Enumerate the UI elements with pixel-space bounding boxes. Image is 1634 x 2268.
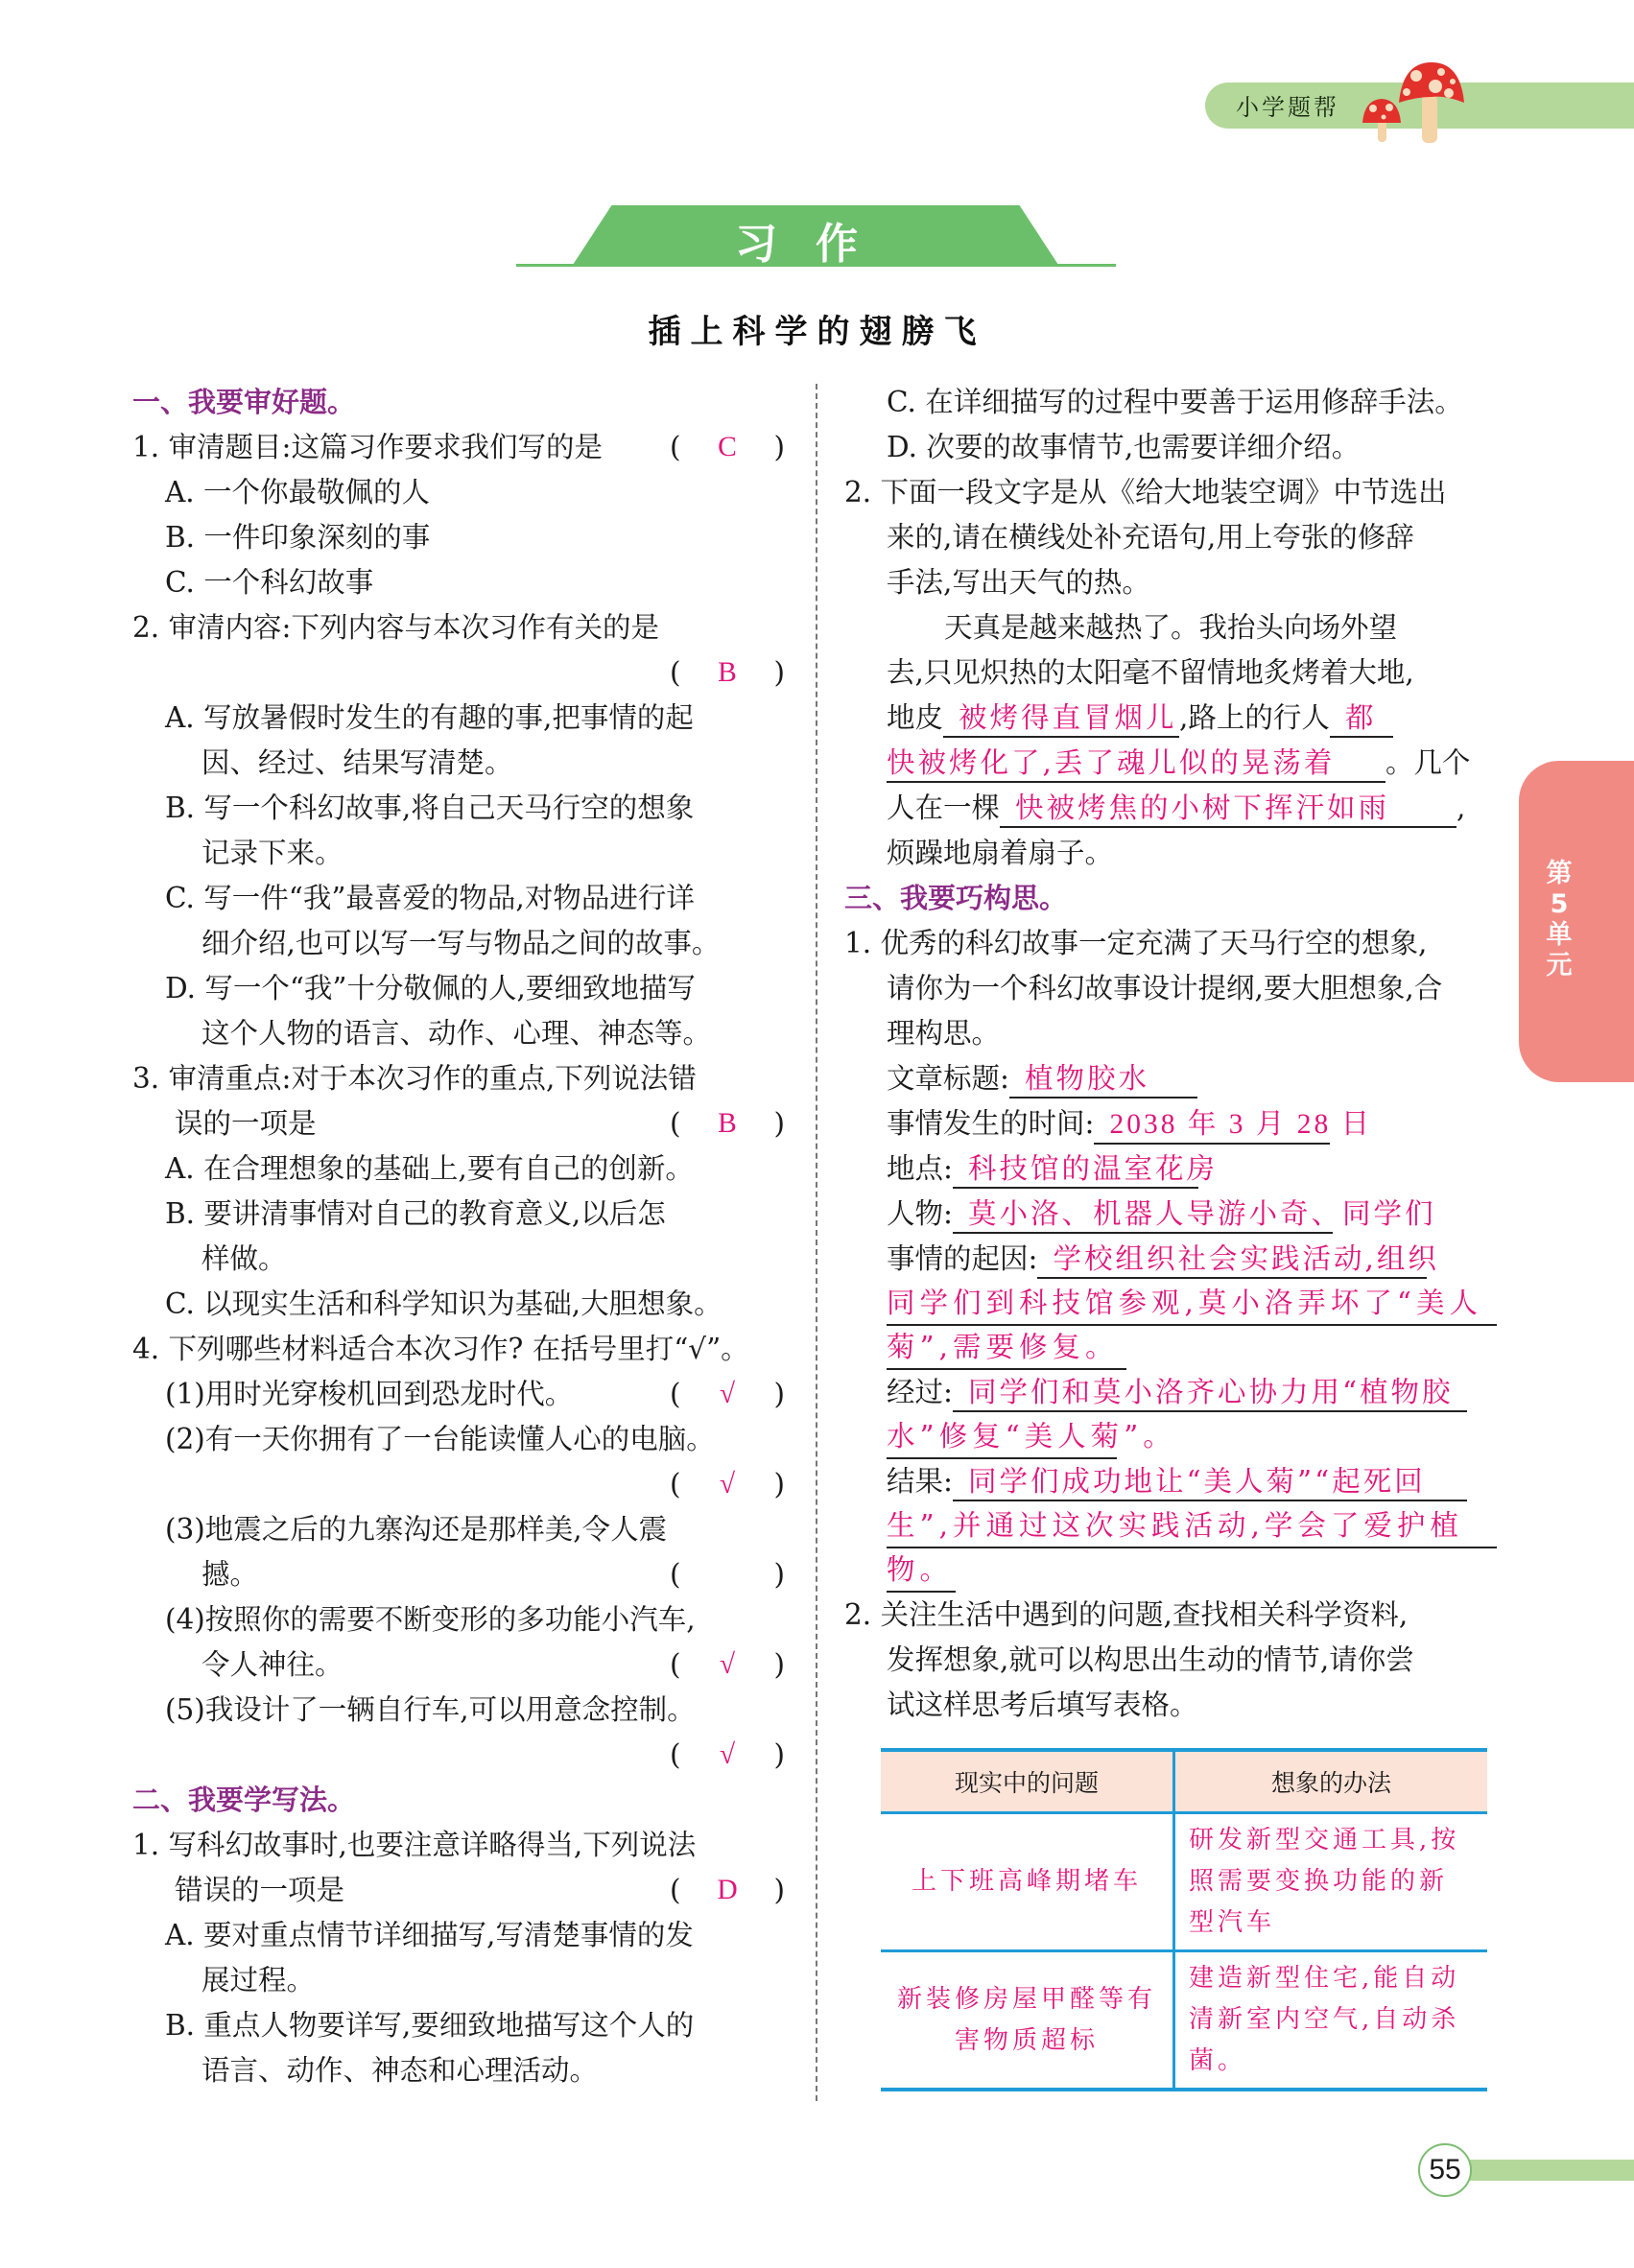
option: B. 重点人物要详写,要细致地描写这个人的 bbox=[165, 2009, 695, 2042]
check-item-cont: 撼。 ( ) bbox=[132, 1552, 785, 1597]
section-heading-1: 一、我要审好题。 bbox=[132, 386, 356, 418]
field-place: 地点: 科技馆的温室花房 bbox=[844, 1146, 1497, 1192]
check-item: (1)用时光穿梭机回到恐龙时代。 ( √ ) bbox=[132, 1372, 785, 1417]
option-cont: 记录下来。 bbox=[201, 837, 343, 869]
question-2-2: 2. 下面一段文字是从《给大地装空调》中节选出 bbox=[844, 476, 1447, 508]
check-mark: √ bbox=[719, 1379, 736, 1409]
answer-bracket: ( B ) bbox=[132, 650, 785, 696]
field-process: 经过: 同学们和莫小洛齐心协力用“植物胶 bbox=[844, 1370, 1497, 1415]
check-item-cont: 令人神往。 ( √ ) bbox=[132, 1642, 785, 1688]
passage-line: 地皮 被烤得直冒烟儿,路上的行人 都 bbox=[844, 696, 1497, 741]
option: B. 一件印象深刻的事 bbox=[165, 521, 431, 554]
table-cell[interactable]: 新装修房屋甲醛等有害物质超标 bbox=[881, 1951, 1174, 2091]
field-process-cont bbox=[844, 1415, 1497, 1459]
place-input[interactable]: 科技馆的温室花房 bbox=[953, 1150, 1198, 1189]
fill-blank-2[interactable]: 都 bbox=[1330, 699, 1393, 738]
option-cont: 语言、动作、神态和心理活动。 bbox=[201, 2054, 599, 2087]
option: C. 一个科幻故事 bbox=[165, 566, 374, 599]
option-cont: 这个人物的语言、动作、心理、神态等。 bbox=[201, 1017, 712, 1050]
passage-line: 烦躁地扇着扇子。 bbox=[887, 837, 1114, 869]
answer-bracket: ( D ) bbox=[670, 1868, 785, 1913]
answer-bracket: ( B ) bbox=[670, 1101, 785, 1146]
field-result-cont bbox=[844, 1548, 1497, 1593]
section-heading-2: 二、我要学写法。 bbox=[132, 1784, 356, 1816]
field-result-cont bbox=[844, 1504, 1497, 1548]
result-input-cont[interactable]: 物。 bbox=[887, 1548, 956, 1593]
check-bracket: ( √ ) bbox=[132, 1733, 785, 1778]
page-title: 插上科学的翅膀飞 bbox=[648, 313, 986, 351]
column-divider bbox=[816, 384, 817, 2101]
brand-label: 小学题帮 bbox=[1236, 94, 1339, 121]
check-item: (4)按照你的需要不断变形的多功能小汽车, bbox=[165, 1603, 696, 1636]
passage-line: 去,只见炽热的太阳毫不留情地炙烤着大地, bbox=[887, 656, 1414, 689]
result-input[interactable]: 同学们成功地让“美人菊”“起死回 bbox=[953, 1463, 1467, 1501]
field-title: 文章标题: 植物胶水 bbox=[844, 1056, 1497, 1101]
option: A. 在合理想象的基础上,要有自己的创新。 bbox=[165, 1152, 694, 1185]
field-cause-cont bbox=[844, 1282, 1497, 1326]
question-3-2: 2. 关注生活中遇到的问题,查找相关科学资料, bbox=[844, 1598, 1409, 1631]
answer: B bbox=[718, 657, 737, 688]
option: B. 写一个科幻故事,将自己天马行空的想象 bbox=[165, 791, 695, 824]
fill-blank-2-cont[interactable]: 快被烤化了,丢了魂儿似的晃荡着 bbox=[887, 744, 1385, 783]
question-3-2-cont: 试这样思考后填写表格。 bbox=[887, 1689, 1198, 1721]
field-cause-cont bbox=[844, 1326, 1497, 1370]
option: C. 以现实生活和科学知识为基础,大胆想象。 bbox=[165, 1288, 722, 1320]
table-header-row bbox=[881, 1750, 1487, 1813]
table-row bbox=[881, 1813, 1487, 1951]
right-column bbox=[844, 380, 1497, 1728]
mushroom-large-icon bbox=[1397, 60, 1466, 145]
option: A. 要对重点情节详细描写,写清楚事情的发 bbox=[165, 1919, 694, 1951]
check-mark: √ bbox=[719, 1469, 736, 1500]
table-header: 现实中的问题 bbox=[881, 1750, 1174, 1813]
option-cont: 细介绍,也可以写一写与物品之间的故事。 bbox=[201, 927, 721, 959]
check-mark: √ bbox=[719, 1739, 736, 1770]
fill-blank-3[interactable]: 快被烤焦的小树下挥汗如雨 bbox=[1000, 790, 1456, 828]
table-cell[interactable]: 研发新型交通工具,按照需要变换功能的新型汽车 bbox=[1174, 1813, 1488, 1951]
check-item: (5)我设计了一辆自行车,可以用意念控制。 bbox=[165, 1693, 696, 1726]
table-cell[interactable]: 上下班高峰期堵车 bbox=[881, 1813, 1174, 1951]
time-input[interactable]: 2038 年 3 月 28 日 bbox=[1094, 1106, 1330, 1145]
process-input[interactable]: 同学们和莫小洛齐心协力用“植物胶 bbox=[953, 1374, 1467, 1412]
question-2-2-cont: 来的,请在横线处补充语句,用上夸张的修辞 bbox=[887, 521, 1414, 554]
page-number-bar bbox=[1466, 2160, 1634, 2181]
question-1-4: 4. 下列哪些材料适合本次习作? 在括号里打“√”。 bbox=[132, 1333, 749, 1365]
passage-line: 快被烤化了,丢了魂儿似的晃荡着 。几个 bbox=[844, 741, 1497, 786]
option: A. 写放暑假时发生的有趣的事,把事情的起 bbox=[165, 701, 694, 734]
option: C. 在详细描写的过程中要善于运用修辞手法。 bbox=[887, 386, 1463, 418]
check-bracket: ( √ ) bbox=[132, 1462, 785, 1507]
check-bracket: ( ) bbox=[670, 1558, 785, 1591]
title-input[interactable]: 植物胶水 bbox=[1009, 1060, 1197, 1099]
question-1-3-cont: 误的一项是 ( B ) bbox=[132, 1101, 785, 1146]
option: A. 一个你最敬佩的人 bbox=[165, 476, 431, 508]
section-tab-label: 习作 bbox=[735, 220, 896, 269]
option-cont: 展过程。 bbox=[201, 1964, 316, 1996]
answer: C bbox=[718, 432, 737, 462]
idea-table bbox=[881, 1748, 1487, 2091]
question-2-1-cont: 错误的一项是 ( D ) bbox=[132, 1868, 785, 1913]
page-number: 55 bbox=[1418, 2143, 1472, 2197]
check-item: (3)地震之后的九寨沟还是那样美,令人震 bbox=[165, 1513, 668, 1546]
section-heading-3: 三、我要巧构思。 bbox=[844, 882, 1068, 914]
answer: B bbox=[718, 1108, 737, 1139]
question-1-2: 2. 审清内容:下列内容与本次习作有关的是 bbox=[132, 611, 659, 644]
field-time: 事情发生的时间: 2038 年 3 月 28 日 bbox=[844, 1101, 1497, 1146]
cause-input-cont[interactable]: 菊”,需要修复。 bbox=[887, 1326, 1126, 1370]
question-2-2-cont: 手法,写出天气的热。 bbox=[887, 566, 1150, 599]
process-input-cont[interactable]: 水”修复“美人菊”。 bbox=[887, 1415, 1117, 1459]
answer: D bbox=[717, 1875, 738, 1905]
table-header: 想象的办法 bbox=[1174, 1750, 1488, 1813]
check-item: (2)有一天你拥有了一台能读懂人心的电脑。 bbox=[165, 1423, 715, 1455]
left-column bbox=[132, 380, 785, 2093]
field-result: 结果: 同学们成功地让“美人菊”“起死回 bbox=[844, 1459, 1497, 1504]
question-1-3: 3. 审清重点:对于本次习作的重点,下列说法错 bbox=[132, 1062, 697, 1095]
fill-blank-1[interactable]: 被烤得直冒烟儿 bbox=[943, 699, 1179, 738]
table-cell[interactable]: 建造新型住宅,能自动清新室内空气,自动杀菌。 bbox=[1174, 1951, 1488, 2091]
option: C. 写一件“我”最喜爱的物品,对物品进行详 bbox=[165, 882, 695, 914]
check-bracket: ( √ ) bbox=[670, 1642, 785, 1688]
unit-tab-label: 第 5 单 元 bbox=[1546, 859, 1573, 980]
option: D. 写一个“我”十分敬佩的人,要细致地描写 bbox=[165, 972, 696, 1004]
question-3-1-cont: 请你为一个科幻故事设计提纲,要大胆想象,合 bbox=[887, 972, 1443, 1004]
people-input[interactable]: 莫小洛、机器人导游小奇、同学们 bbox=[953, 1195, 1333, 1234]
cause-input[interactable]: 学校组织社会实践活动,组织 bbox=[1037, 1240, 1427, 1279]
check-mark: √ bbox=[719, 1649, 736, 1680]
question-3-1-cont: 理构思。 bbox=[887, 1017, 1001, 1050]
passage-line: 人在一棵 快被烤焦的小树下挥汗如雨 , bbox=[844, 786, 1497, 831]
question-3-2-cont: 发挥想象,就可以构思出生动的情节,请你尝 bbox=[887, 1643, 1414, 1676]
field-cause: 事情的起因: 学校组织社会实践活动,组织 bbox=[844, 1237, 1497, 1282]
result-input-cont[interactable]: 生”,并通过这次实践活动,学会了爱护植 bbox=[887, 1504, 1497, 1548]
table-row bbox=[881, 1951, 1487, 2091]
check-bracket: ( √ ) bbox=[670, 1372, 785, 1417]
option: B. 要讲清事情对自己的教育意义,以后怎 bbox=[165, 1197, 666, 1230]
question-1-1: 1. 审清题目:这篇习作要求我们写的是 ( C ) bbox=[132, 425, 785, 470]
answer-bracket: ( C ) bbox=[670, 425, 785, 470]
field-people: 人物: 莫小洛、机器人导游小奇、同学们 bbox=[844, 1192, 1497, 1237]
option: D. 次要的故事情节,也需要详细介绍。 bbox=[887, 431, 1361, 463]
option-cont: 因、经过、结果写清楚。 bbox=[201, 746, 513, 779]
passage-line: 天真是越来越热了。我抬头向场外望 bbox=[944, 611, 1398, 644]
question-3-1: 1. 优秀的科幻故事一定充满了天马行空的想象, bbox=[844, 927, 1428, 959]
option-cont: 样做。 bbox=[201, 1242, 287, 1275]
cause-input-cont[interactable]: 同学们到科技馆参观,莫小洛弄坏了“美人 bbox=[887, 1282, 1497, 1326]
question-2-1: 1. 写科幻故事时,也要注意详略得当,下列说法 bbox=[132, 1829, 697, 1861]
